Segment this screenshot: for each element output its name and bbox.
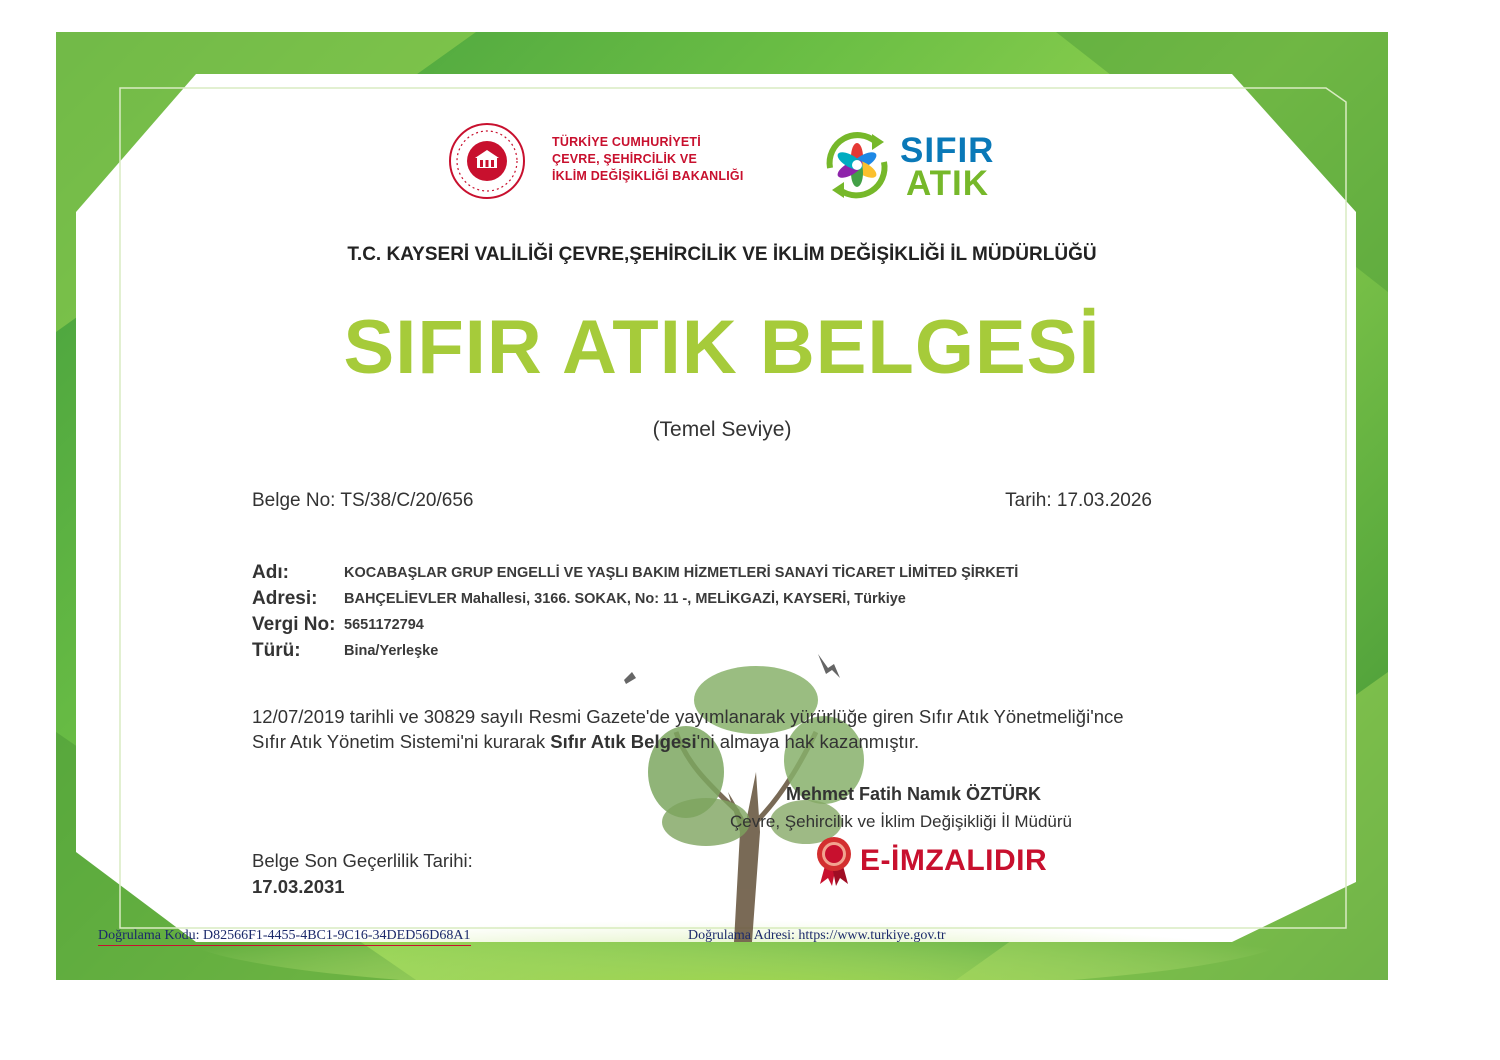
info-value: 5651172794 [344,617,424,633]
ministry-line-3: İKLİM DEĞİŞİKLİĞİ BAKANLIĞI [552,169,744,183]
certificate-title: SIFIR ATIK BELGESİ [343,305,1101,390]
logo-line-2: ATIK [906,164,990,203]
info-label: Adı: [252,562,289,583]
document-number: Belge No: TS/38/C/20/656 [252,490,474,511]
verification-code: Doğrulama Kodu: D82566F1-4455-4BC1-9C16-34DED56D68A1 [98,928,471,946]
info-label: Adresi: [252,588,318,609]
ministry-seal-icon [448,122,526,200]
info-row-address [252,586,1018,612]
recycle-flower-icon [820,128,894,202]
rosette-seal-icon [814,836,854,886]
info-row-name [252,560,1018,586]
info-label: Türü: [252,640,301,661]
info-row-type [252,638,1018,664]
info-label: Vergi No: [252,614,336,635]
sifir-atik-logo-text [900,131,995,203]
e-signature-badge [814,836,1047,886]
issuing-office: T.C. KAYSERİ VALİLİĞİ ÇEVRE,ŞEHİRCİLİK VE İKLİM DEĞİŞİKLİĞİ İL MÜDÜRLÜĞÜ [347,244,1097,265]
info-value: KOCABAŞLAR GRUP ENGELLİ VE YAŞLI BAKIM HİZMETLERİ SANAYİ TİCARET LİMİTED ŞİRKETİ [344,565,1019,581]
description-text-end: 'ni almaya hak kazanmıştır. [696,731,920,752]
document-date: Tarih: 17.03.2026 [1005,490,1152,511]
info-value: Bina/Yerleşke [344,643,439,659]
e-signature-text: E-İMZALIDIR [860,844,1048,877]
ministry-line-1: TÜRKİYE CUMHURİYETİ [552,135,701,149]
ministry-name [552,134,792,185]
info-value: BAHÇELİEVLER Mahallesi, 3166. SOKAK, No: 11 -, MELİKGAZİ, KAYSERİ, Türkiye [344,591,906,607]
validity-date: 17.03.2031 [252,876,345,897]
signer-name: Mehmet Fatih Namık ÖZTÜRK [786,784,1042,804]
ministry-line-2: ÇEVRE, ŞEHİRCİLİK VE [552,152,697,166]
logo-line-1: SIFIR [900,131,995,170]
holder-info [252,560,1018,664]
info-row-tax-number [252,612,1018,638]
certificate [56,32,1388,980]
description-text: 12/07/2019 tarihli ve 30829 sayılı Resmi Gazete'de yayımlanarak yürürlüğe giren Sıfır Atık Yönetmeliği'nce Sıfır Atık Yönetim Sistemi'ni kurarak [252,706,1124,752]
signer-title: Çevre, Şehircilik ve İklim Değişikliği İl Müdürü [730,812,1072,831]
certificate-level: (Temel Seviye) [652,418,792,441]
validity-label: Belge Son Geçerlilik Tarihi: [252,850,473,871]
certificate-description [252,704,1152,754]
description-bold: Sıfır Atık Belgesi [550,731,697,752]
verification-address: Doğrulama Adresi: https://www.turkiye.gov.tr [688,928,946,943]
